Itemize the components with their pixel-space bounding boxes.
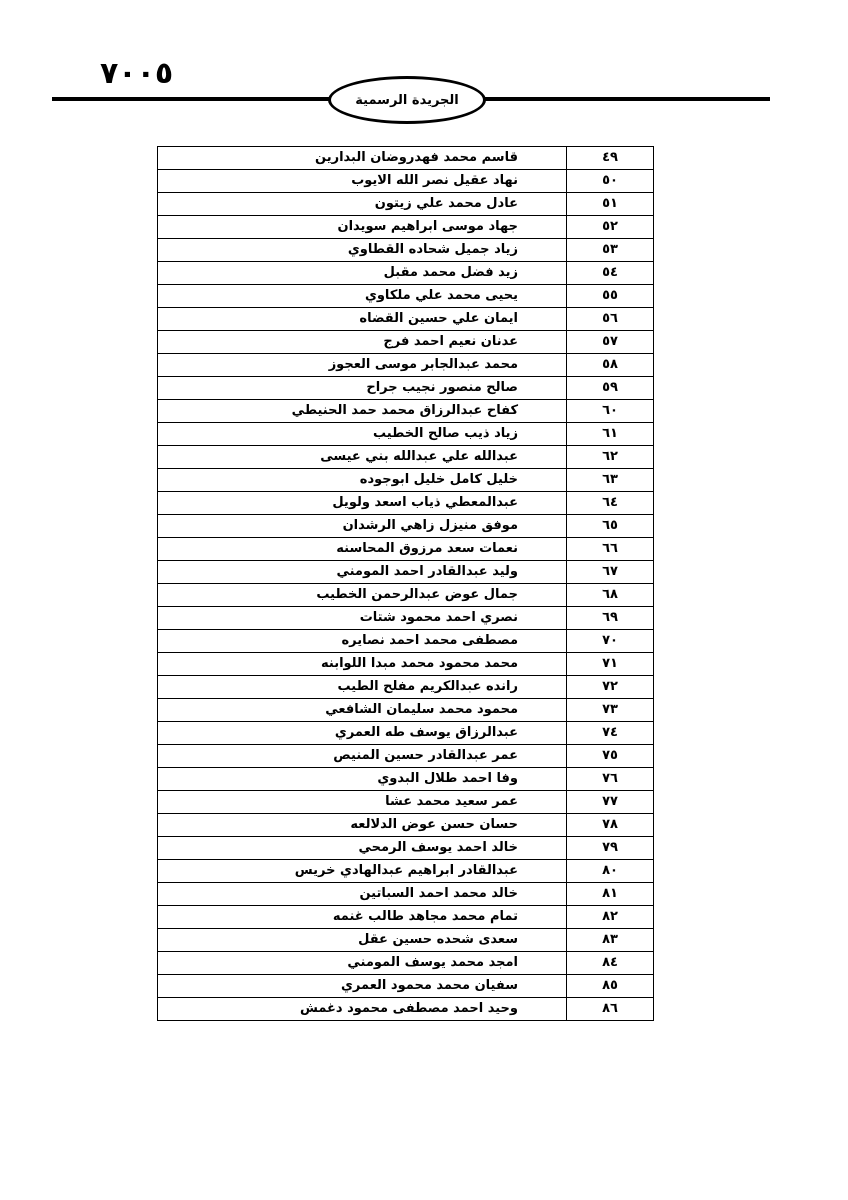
person-name: عادل محمد علي زيتون bbox=[158, 193, 567, 216]
row-number: ٧٧ bbox=[567, 791, 654, 814]
row-number: ٧٣ bbox=[567, 699, 654, 722]
row-number: ٦٦ bbox=[567, 538, 654, 561]
person-name: محمود محمد سليمان الشافعي bbox=[158, 699, 567, 722]
person-name: حسان حسن عوض الدلالعه bbox=[158, 814, 567, 837]
table-row bbox=[158, 906, 654, 929]
table-row bbox=[158, 308, 654, 331]
table-row bbox=[158, 469, 654, 492]
row-number: ٨٤ bbox=[567, 952, 654, 975]
page-number: ٧٠٠٥ bbox=[100, 56, 174, 91]
table-row bbox=[158, 331, 654, 354]
table-row bbox=[158, 216, 654, 239]
person-name: عدنان نعيم احمد فرج bbox=[158, 331, 567, 354]
row-number: ٥٧ bbox=[567, 331, 654, 354]
person-name: زيد فضل محمد مقبل bbox=[158, 262, 567, 285]
table-row bbox=[158, 239, 654, 262]
person-name: وليد عبدالقادر احمد المومني bbox=[158, 561, 567, 584]
table-row bbox=[158, 561, 654, 584]
row-number: ٤٩ bbox=[567, 147, 654, 170]
table-row bbox=[158, 699, 654, 722]
person-name: عبدالمعطي ذياب اسعد ولويل bbox=[158, 492, 567, 515]
table-row bbox=[158, 193, 654, 216]
row-number: ٥٢ bbox=[567, 216, 654, 239]
table-row bbox=[158, 147, 654, 170]
table-row bbox=[158, 860, 654, 883]
person-name: موفق منيزل زاهي الرشدان bbox=[158, 515, 567, 538]
row-number: ٦٩ bbox=[567, 607, 654, 630]
row-number: ٧٦ bbox=[567, 768, 654, 791]
row-number: ٨٥ bbox=[567, 975, 654, 998]
table-row bbox=[158, 423, 654, 446]
row-number: ٦٠ bbox=[567, 400, 654, 423]
table-row bbox=[158, 515, 654, 538]
person-name: زياد ذيب صالح الخطيب bbox=[158, 423, 567, 446]
person-name: كفاح عبدالرزاق محمد حمد الحنيطي bbox=[158, 400, 567, 423]
row-number: ٨٣ bbox=[567, 929, 654, 952]
person-name: رانده عبدالكريم مفلح الطيب bbox=[158, 676, 567, 699]
row-number: ٥٣ bbox=[567, 239, 654, 262]
table-row bbox=[158, 814, 654, 837]
person-name: سفيان محمد محمود العمري bbox=[158, 975, 567, 998]
table-row bbox=[158, 929, 654, 952]
row-number: ٥٨ bbox=[567, 354, 654, 377]
person-name: عبدالله علي عبدالله بني عيسى bbox=[158, 446, 567, 469]
row-number: ٥٦ bbox=[567, 308, 654, 331]
person-name: نصري احمد محمود شتات bbox=[158, 607, 567, 630]
table-row bbox=[158, 883, 654, 906]
table-row bbox=[158, 998, 654, 1021]
publication-title: الجريدة الرسمية bbox=[355, 92, 459, 108]
table-row bbox=[158, 975, 654, 998]
names-table-body bbox=[158, 147, 654, 1021]
person-name: امجد محمد يوسف المومني bbox=[158, 952, 567, 975]
person-name: نهاد عقيل نصر الله الايوب bbox=[158, 170, 567, 193]
table-row bbox=[158, 354, 654, 377]
person-name: وحيد احمد مصطفى محمود دغمش bbox=[158, 998, 567, 1021]
table-row bbox=[158, 492, 654, 515]
person-name: عمر سعيد محمد عشا bbox=[158, 791, 567, 814]
person-name: عمر عبدالقادر حسين المنيص bbox=[158, 745, 567, 768]
person-name: محمد عبدالجابر موسى العجوز bbox=[158, 354, 567, 377]
person-name: تمام محمد مجاهد طالب غنمه bbox=[158, 906, 567, 929]
table-row bbox=[158, 607, 654, 630]
table-row bbox=[158, 285, 654, 308]
table-row bbox=[158, 791, 654, 814]
row-number: ٦٢ bbox=[567, 446, 654, 469]
row-number: ٥١ bbox=[567, 193, 654, 216]
row-number: ٦٥ bbox=[567, 515, 654, 538]
row-number: ٧٤ bbox=[567, 722, 654, 745]
row-number: ٦٧ bbox=[567, 561, 654, 584]
table-row bbox=[158, 446, 654, 469]
table-row bbox=[158, 400, 654, 423]
person-name: جهاد موسى ابراهيم سويدان bbox=[158, 216, 567, 239]
row-number: ٨١ bbox=[567, 883, 654, 906]
row-number: ٨٠ bbox=[567, 860, 654, 883]
person-name: يحيى محمد علي ملكاوي bbox=[158, 285, 567, 308]
person-name: خالد احمد يوسف الرمحي bbox=[158, 837, 567, 860]
table-row bbox=[158, 722, 654, 745]
person-name: عبدالقادر ابراهيم عبدالهادي خريس bbox=[158, 860, 567, 883]
row-number: ٨٦ bbox=[567, 998, 654, 1021]
row-number: ٥٠ bbox=[567, 170, 654, 193]
row-number: ٧٥ bbox=[567, 745, 654, 768]
person-name: قاسم محمد فهدروضان البدارين bbox=[158, 147, 567, 170]
row-number: ٦٨ bbox=[567, 584, 654, 607]
row-number: ٧٨ bbox=[567, 814, 654, 837]
person-name: صالح منصور نجيب جراح bbox=[158, 377, 567, 400]
person-name: عبدالرزاق يوسف طه العمري bbox=[158, 722, 567, 745]
table-row bbox=[158, 837, 654, 860]
row-number: ٦٣ bbox=[567, 469, 654, 492]
row-number: ٧٩ bbox=[567, 837, 654, 860]
row-number: ٥٥ bbox=[567, 285, 654, 308]
row-number: ٧٢ bbox=[567, 676, 654, 699]
person-name: ايمان علي حسين القضاه bbox=[158, 308, 567, 331]
table-row bbox=[158, 538, 654, 561]
person-name: جمال عوض عبدالرحمن الخطيب bbox=[158, 584, 567, 607]
person-name: وفا احمد طلال البدوي bbox=[158, 768, 567, 791]
table-row bbox=[158, 377, 654, 400]
table-row bbox=[158, 676, 654, 699]
row-number: ٧٠ bbox=[567, 630, 654, 653]
table-row bbox=[158, 584, 654, 607]
row-number: ٥٤ bbox=[567, 262, 654, 285]
table-row bbox=[158, 768, 654, 791]
row-number: ٧١ bbox=[567, 653, 654, 676]
person-name: سعدى شحده حسين عقل bbox=[158, 929, 567, 952]
row-number: ٦٤ bbox=[567, 492, 654, 515]
names-table bbox=[157, 146, 654, 1021]
person-name: زياد جميل شحاده القطاوي bbox=[158, 239, 567, 262]
table-row bbox=[158, 952, 654, 975]
person-name: مصطفى محمد احمد نصايره bbox=[158, 630, 567, 653]
row-number: ٥٩ bbox=[567, 377, 654, 400]
table-row bbox=[158, 653, 654, 676]
table-row bbox=[158, 745, 654, 768]
table-row bbox=[158, 170, 654, 193]
person-name: خالد محمد احمد السباتين bbox=[158, 883, 567, 906]
person-name: محمد محمود محمد مبدا اللوابنه bbox=[158, 653, 567, 676]
person-name: خليل كامل خليل ابوجوده bbox=[158, 469, 567, 492]
person-name: نعمات سعد مرزوق المحاسنه bbox=[158, 538, 567, 561]
masthead-oval bbox=[328, 76, 486, 124]
row-number: ٨٢ bbox=[567, 906, 654, 929]
table-row bbox=[158, 630, 654, 653]
table-row bbox=[158, 262, 654, 285]
row-number: ٦١ bbox=[567, 423, 654, 446]
